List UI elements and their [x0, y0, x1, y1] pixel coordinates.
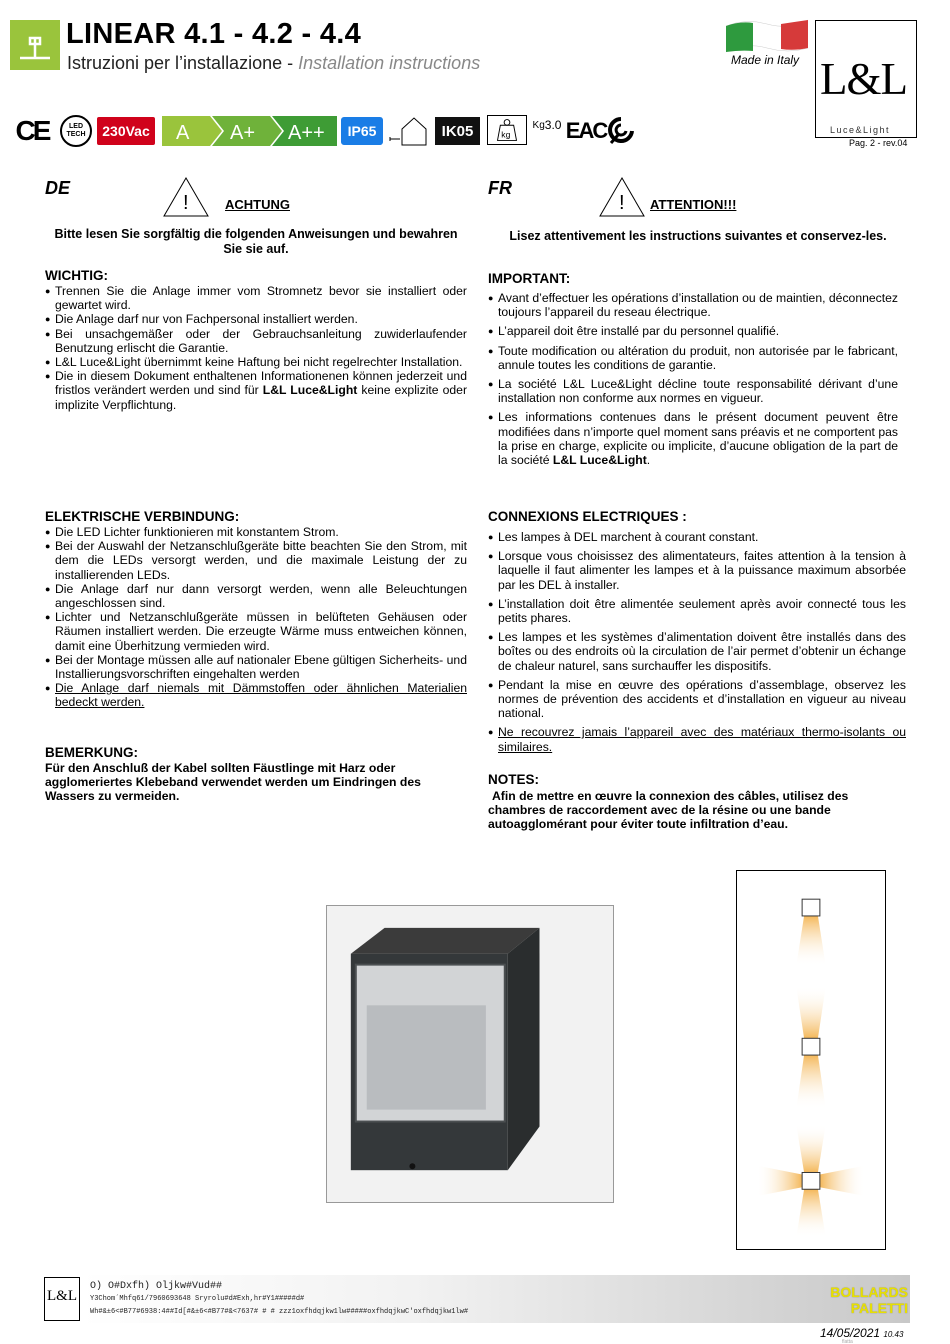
subtitle-en: Installation instructions: [298, 53, 481, 73]
de-lead: Bitte lesen Sie sorgfältig die folgenden Anweisungen und bewahren Sie sie auf.: [54, 227, 458, 256]
ip65-badge: IP65: [341, 117, 383, 145]
list-item: ● Les informations contenues dans le présent document peuvent être modifiées dans n’importe quel moment sans préavis et ne comportent pas la prise en charge, explicite ou implicite, d’aucune obligation de la part de la société L&L Luce&Light.: [488, 410, 898, 467]
footer-address: Y3Chom´Mhfq61/7960693648 Sryrolu#d#Exh,hr#Y1#####d#: [90, 1295, 305, 1303]
de-electrical-list: [45, 525, 467, 710]
de-note-text: Für den Anschluß der Kabel sollten Fäustlinge mit Harz oder agglomeriertes Klebeband verwendet werden um Eindringen des Wassers zu vermeiden.: [45, 761, 421, 804]
house-wall-icon: [388, 115, 432, 147]
energy-class-a-plus-plus: A++: [288, 122, 325, 144]
list-item: ● La société L&L Luce&Light décline toute responsabilité dérivant d’une installation non conforme aux normes en vigueur.: [488, 377, 898, 405]
footer-date: 14/05/2021 10.43: [820, 1326, 904, 1340]
list-item: ● Bei unsachgemäßer oder der Gebrauchsanleitung zuwiderlaufender Benutzung erlischt die Garantie.: [45, 327, 467, 355]
italian-flag-icon: [726, 18, 808, 54]
list-item: ● Pendant la mise en œuvre des opérations d’assemblage, observez les normes de prévention des accidents et d’installation en vigueur au niveau national.: [488, 678, 906, 721]
footer-small-note: flatta: [842, 1339, 853, 1344]
list-item: ● Die Anlage darf nur dann versorgt werden, wenn alle Beleuchtungen angeschlossen sind.: [45, 582, 467, 610]
made-in-italy: Made in Italy: [731, 53, 800, 67]
brand-mark: L&L: [820, 54, 907, 104]
light-beam-diagram: [736, 870, 886, 1250]
ce-icon: CE: [15, 115, 49, 146]
svg-text:kg: kg: [501, 129, 511, 140]
energy-class-a: A: [176, 122, 190, 144]
list-item: ● Avant d’effectuer les opérations d’installation ou de maintien, déconnectez toujours l’appareil du reseau électrique.: [488, 291, 898, 319]
bollard-icon: [10, 20, 60, 70]
weight-icon: [487, 115, 527, 145]
voltage-badge: 230Vac: [97, 117, 155, 145]
product-family-logo: [10, 20, 60, 70]
list-item: ● Bei der Montage müssen alle auf nationaler Ebene gültigen Sicherheits- und Installierungsvorschriften eingehalten werden: [45, 653, 467, 681]
list-item: ● Die Anlage darf nur von Fachpersonal installiert werden.: [45, 312, 467, 326]
footer: [44, 1275, 910, 1323]
fr-important-list: [488, 291, 898, 472]
brand-logo: [815, 20, 917, 138]
fr-note-text: Afin de mettre en œuvre la connexion des câbles, utilisez des chambres de raccordement avec de la résine ou une bande autoagglomérant pour éviter toute infiltration d’eau.: [488, 789, 849, 832]
footer-category-en: BOLLARDS: [830, 1284, 908, 1300]
eac-icon: EAC: [565, 118, 607, 143]
energy-class-a-plus: A+: [230, 122, 256, 144]
fr-note-title: NOTES:: [488, 772, 540, 787]
fr-important-title: IMPORTANT:: [488, 271, 571, 286]
list-item: ● Bei der Auswahl der Netzanschlußgeräte bitte beachten Sie den Strom, mit dem die LEDs versorgt werden, und die maximale Leistung der zu installierenden LEDs.: [45, 539, 467, 582]
ik05-badge: IK05: [435, 117, 480, 145]
warning-icon: [598, 176, 646, 218]
recycle-icon: [606, 115, 636, 147]
fr-warning-title: ATTENTION!!!: [650, 197, 737, 212]
footer-contacts: Wh#&±6<#B77#6938:4##Id[#&±6<#B77#&<7637# # # zzz1oxfhdqjkw1lw#####oxfhdqjkwC'oxfhdqjkw1lw#: [90, 1308, 469, 1316]
weight-value: Kg 3.0: [532, 118, 562, 132]
svg-text:!: !: [183, 192, 189, 214]
footer-logo: L&L: [44, 1277, 80, 1321]
de-important-title: WICHTIG:: [45, 268, 108, 283]
lang-fr-label: FR: [488, 178, 512, 198]
footer-company: O) O#Dxfh) Oljkw#Vud##: [90, 1281, 223, 1292]
page-subtitle: Istruzioni per l’installazione - Installation instructions: [67, 53, 481, 73]
warning-icon: [162, 176, 210, 218]
fr-lead: Lisez attentivement les instructions suivantes et conservez-les.: [509, 229, 887, 243]
list-item: ● Toute modification ou altération du produit, non autorisée par le fabricant, annule toutes les conditions de garantie.: [488, 344, 898, 372]
list-item: ● Die LED Lichter funktionieren mit konstantem Strom.: [45, 525, 467, 539]
de-important-list: [45, 284, 467, 412]
list-item: ● L&L Luce&Light übernimmt keine Haftung bei nicht regelrechter Installation.: [45, 355, 467, 369]
list-item: ● Lichter und Netzanschlußgeräte müssen in belüfteten Gehäusen oder Räumen installiert werden. Die erzeugte Wärme muss entweichen können, damit eine Überhitzung vermieden wird.: [45, 610, 467, 653]
energy-class-badge: [162, 116, 337, 146]
page-number: Pag. 2 - rev.04: [849, 138, 908, 148]
brand-name: Luce&Light: [830, 125, 891, 135]
list-item: ● L’appareil doit être installé par du personnel qualifié.: [488, 324, 898, 338]
list-item: ● Ne recouvrez jamais l’appareil avec des matériaux thermo-isolants ou similaires.: [488, 725, 906, 753]
product-image: [326, 905, 614, 1203]
fr-electrical-title: CONNEXIONS ELECTRIQUES :: [488, 509, 687, 524]
page-title: LINEAR 4.1 - 4.2 - 4.4: [66, 18, 362, 50]
led-tech-icon: LED TECH: [60, 115, 92, 147]
lang-de-label: DE: [45, 178, 71, 198]
footer-category-it: PALETTI: [850, 1300, 908, 1316]
de-electrical-title: ELEKTRISCHE VERBINDUNG:: [45, 509, 240, 524]
fr-electrical-list: [488, 530, 906, 759]
de-note-title: BEMERKUNG:: [45, 745, 138, 760]
list-item: ● Les lampes à DEL marchent à courant constant.: [488, 530, 906, 544]
subtitle-it: Istruzioni per l’installazione: [67, 53, 283, 73]
svg-text:!: !: [619, 192, 625, 214]
list-item: ● Die Anlage darf niemals mit Dämmstoffen oder ähnlichen Materialien bedeckt werden.: [45, 681, 467, 709]
list-item: ● Lorsque vous choisissez des alimentateurs, faites attention à la tension à laquelle il faut alimenter les lampes et à la puissance maximum absorbée par les DEL à installer.: [488, 549, 906, 592]
list-item: ● Les lampes et les systèmes d’alimentation doivent être installés dans des boîtes ou des endroits où la circulation de l’air permet d’obtenir un échange de chaleur naturel, sans surchauffer les dispositifs.: [488, 630, 906, 673]
list-item: ● L’installation doit être alimentée seulement après avoir connecté tous les petits phares.: [488, 597, 906, 625]
de-warning-title: ACHTUNG: [225, 197, 290, 212]
list-item: ● Die in diesem Dokument enthaltenen Informationenen können jederzeit und fristlos verändert werden und sind für L&L Luce&Light keine explizite oder implizite Verpflichtung.: [45, 369, 467, 412]
list-item: ● Trennen Sie die Anlage immer vom Stromnetz bevor sie installiert oder gewartet wird.: [45, 284, 467, 312]
